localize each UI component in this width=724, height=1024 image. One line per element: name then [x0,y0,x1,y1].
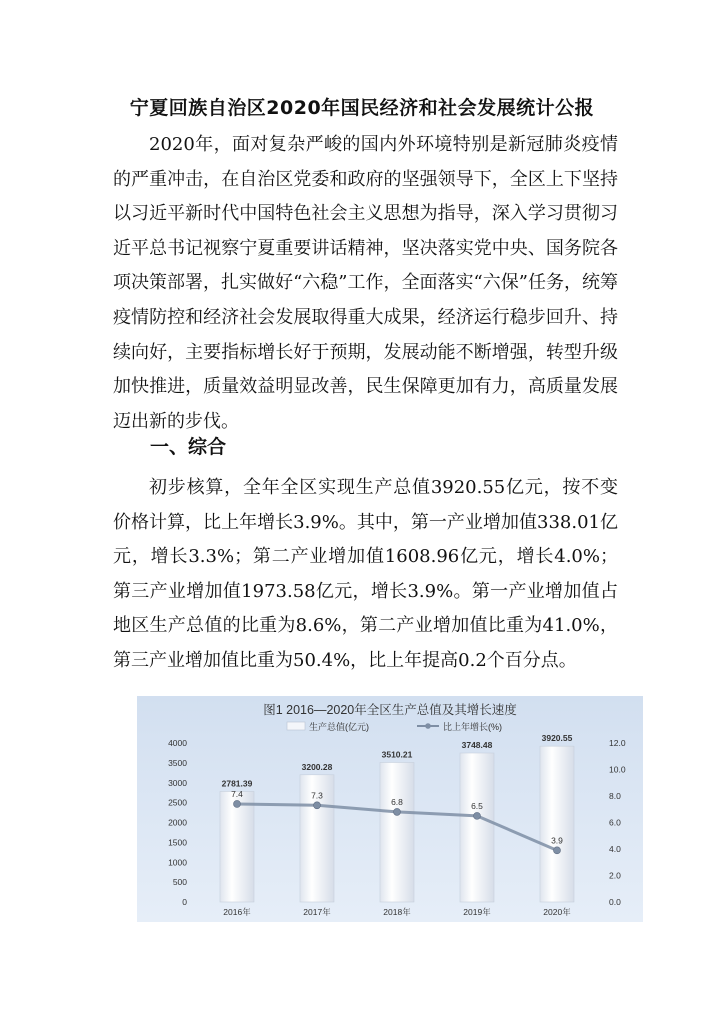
growth-value-label: 6.8 [391,796,403,807]
growth-value-label: 3.9 [551,835,563,846]
y-right-tick-label: 4.0 [609,844,621,854]
y-left-tick-label: 0 [182,897,187,907]
y-left-tick-label: 2500 [168,797,187,808]
y-right-tick-label: 10.0 [609,764,626,775]
legend-line-label: 比上年增长(%) [443,722,502,732]
y-left-tick-label: 3500 [168,757,187,768]
overview-paragraph: 初步核算，全年全区实现生产总值3920.55亿元，按不变价格计算，比上年增长3.9%。其中，第一产业增加值338.01亿元，增长3.3%；第二产业增加值1608.96亿元，增长4.0%；第三产业增加值1973.58亿元，增长3.9%。第一产业增加值占地区生产总值的比重为8.6%，第二产业增加值比重为41.0%，第三产业增加值比重为50.4%，比上年提高0.2个百分点。 [113,477,618,671]
x-tick-label: 2016年 [223,907,251,917]
bar [380,762,414,902]
x-tick-label: 2017年 [303,907,331,917]
x-tick-label: 2018年 [383,907,411,917]
y-left-tick-label: 4000 [168,738,187,748]
legend-bar-swatch [287,722,305,730]
y-right-tick-label: 6.0 [609,817,621,828]
y-right-tick-label: 12.0 [609,738,626,748]
growth-value-label: 6.5 [471,800,483,811]
x-tick-label: 2020年 [543,907,571,917]
bar-value-label: 3510.21 [381,749,413,760]
document-title: 宁夏回族自治区2020年国民经济和社会发展统计公报 [129,97,595,119]
bar-value-label: 2781.39 [221,778,253,789]
legend-line-marker [425,723,431,729]
growth-value-label: 7.3 [311,790,323,801]
y-right-tick-label: 0.0 [609,897,621,907]
intro-paragraph: 2020年，面对复杂严峻的国内外环境特别是新冠肺炎疫情的严重冲击，在自治区党委和政府的坚强领导下，全区上下坚持以习近平新时代中国特色社会主义思想为指导，深入学习贯彻习近平总书记视察宁夏重要讲话精神，坚决落实党中央、国务院各项决策部署，扎实做好“六稳”工作，全面落实“六保”任务，统筹疫情防控和经济社会发展取得重大成果，经济运行稳步回升、持续向好，主要指标增长好于预期，发展动能不断增强，转型升级加快推进，质量效益明显改善，民生保障更加有力，高质量发展迈出新的步伐。 [113,134,618,432]
growth-point [234,800,241,807]
bar [540,746,574,902]
gdp-growth-chart [137,696,643,922]
bar [460,753,494,902]
bar [220,788,254,902]
section-heading-overview: 一、综合 [150,436,227,458]
bar-value-label: 3200.28 [301,761,333,772]
growth-point [394,808,401,815]
y-left-tick-label: 1000 [168,857,187,868]
legend-bar-label: 生产总值(亿元) [309,722,369,732]
chart-title: 图1 2016—2020年全区生产总值及其增长速度 [263,703,517,717]
y-left-tick-label: 500 [172,877,187,888]
y-right-tick-label: 2.0 [609,870,621,881]
bar-value-label: 3748.48 [461,739,493,750]
y-right-tick-label: 8.0 [609,791,621,801]
growth-point [554,847,561,854]
x-tick-label: 2019年 [463,907,491,917]
y-left-tick-label: 3000 [168,777,187,788]
growth-point [474,812,481,819]
growth-value-label: 7.4 [231,788,243,799]
y-left-tick-label: 2000 [168,817,187,828]
y-left-tick-label: 1500 [168,837,187,848]
bar-value-label: 3920.55 [541,733,573,744]
growth-point [314,802,321,809]
